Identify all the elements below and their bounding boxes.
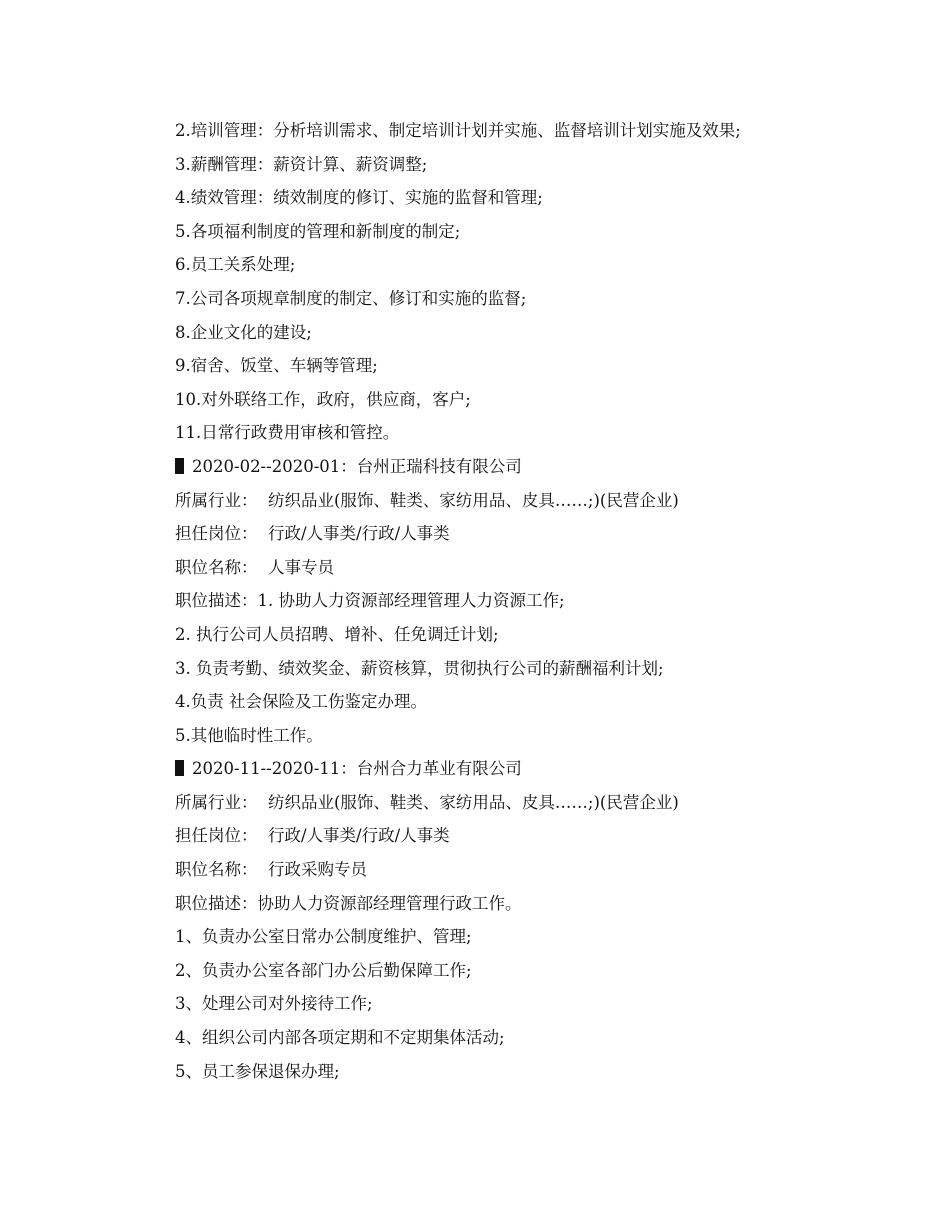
job-post: 担任岗位： 行政/人事类/行政/人事类 (175, 826, 450, 846)
job-item: 4.负责 社会保险及工伤鉴定办理。 (175, 692, 427, 712)
job-title: 职位名称： 行政采购专员 (175, 860, 367, 880)
job-description: 职位描述：1. 协助人力资源部经理管理人力资源工作; (175, 591, 565, 611)
job-industry: 所属行业： 纺织品业(服饰、鞋类、家纺用品、皮具……;)(民营企业) (175, 490, 679, 510)
duty-line-11: 11.日常行政费用审核和管控。 (175, 423, 400, 443)
duty-line-6: 6.员工关系处理; (175, 255, 296, 275)
duty-line-3: 3.薪酬管理：薪资计算、薪资调整; (175, 154, 428, 174)
section-marker-icon (175, 458, 184, 474)
job-header (175, 752, 875, 786)
duty-line-7: 7.公司各项规章制度的制定、修订和实施的监督; (175, 288, 527, 308)
job-item: 3. 负责考勤、绩效奖金、薪资核算，贯彻执行公司的薪酬福利计划; (175, 658, 664, 678)
job-description: 职位描述：协助人力资源部经理管理行政工作。 (175, 893, 522, 913)
job-item: 4、组织公司内部各项定期和不定期集体活动; (175, 1028, 505, 1048)
job-header-text: 2020-11--2020-11：台州合力革业有限公司 (192, 759, 522, 779)
job-item: 3、处理公司对外接待工作; (175, 994, 373, 1014)
duty-line-2: 2.培训管理：分析培训需求、制定培训计划并实施、监督培训计划实施及效果; (175, 121, 741, 140)
duty-line-10: 10.对外联络工作，政府，供应商，客户; (175, 389, 471, 409)
job-item: 5、员工参保退保办理; (175, 1061, 340, 1081)
job-header (175, 450, 875, 484)
job-post: 担任岗位： 行政/人事类/行政/人事类 (175, 524, 450, 544)
document-body (175, 114, 875, 1088)
job-title: 职位名称： 人事专员 (175, 557, 334, 577)
duty-line-4: 4.绩效管理：绩效制度的修订、实施的监督和管理; (175, 188, 543, 208)
duty-line-5: 5.各项福利制度的管理和新制度的制定; (175, 221, 461, 241)
job-item: 2. 执行公司人员招聘、增补、任免调迁计划; (175, 624, 499, 644)
job-industry: 所属行业： 纺织品业(服饰、鞋类、家纺用品、皮具……;)(民营企业) (175, 792, 679, 812)
job-item: 5.其他临时性工作。 (175, 725, 323, 745)
job-item: 2、负责办公室各部门办公后勤保障工作; (175, 960, 472, 980)
duty-line-8: 8.企业文化的建设; (175, 322, 312, 342)
job-header-text: 2020-02--2020-01：台州正瑞科技有限公司 (192, 456, 522, 476)
section-marker-icon (175, 760, 184, 776)
job-item: 1、负责办公室日常办公制度维护、管理; (175, 927, 472, 947)
duty-line-9: 9.宿舍、饭堂、车辆等管理; (175, 356, 378, 376)
